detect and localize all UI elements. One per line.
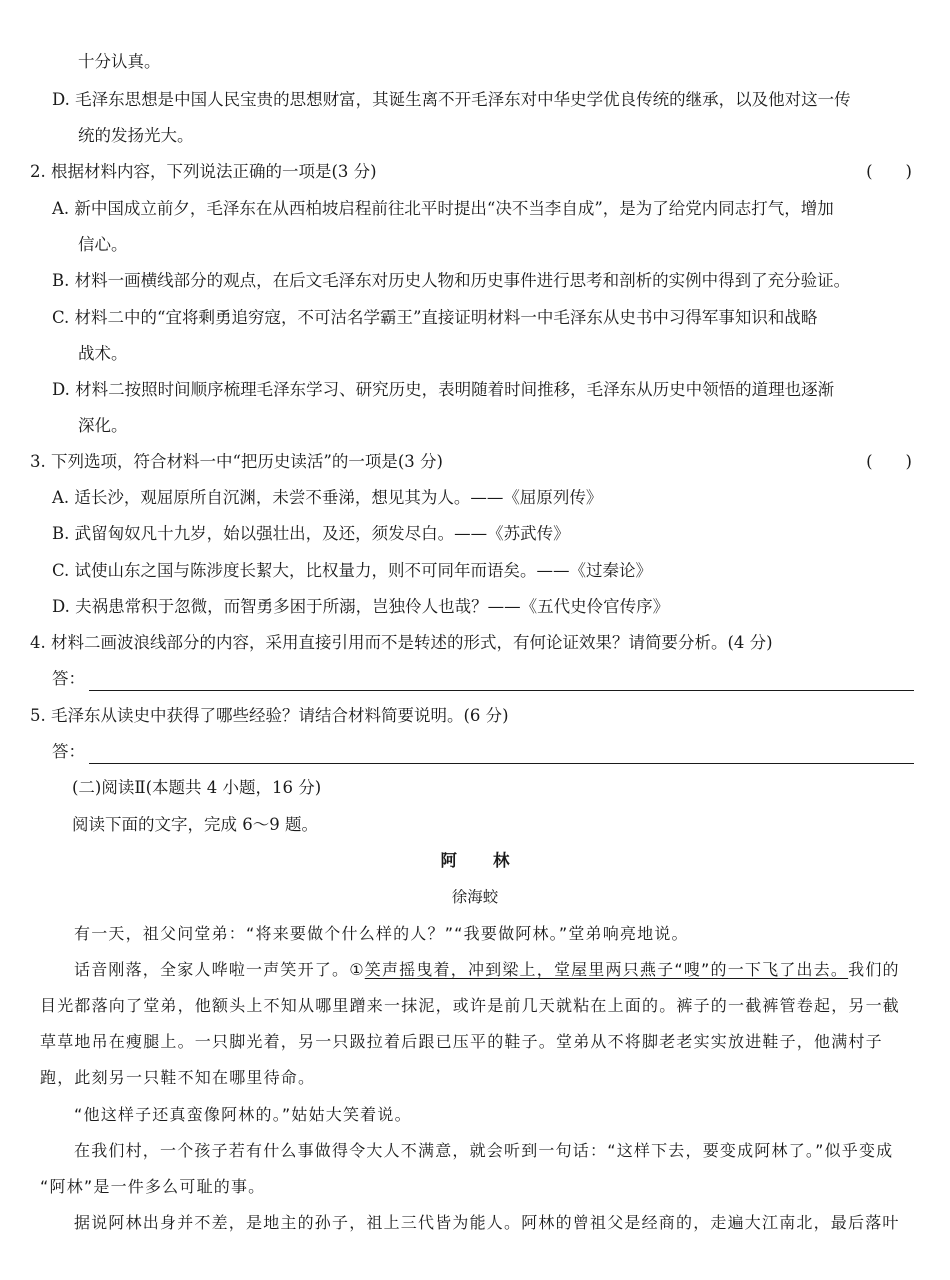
story-paragraph-2-tail: 我们的 bbox=[848, 960, 900, 979]
story-paragraph-5: 据说阿林出身并不差，是地主的孙子，祖上三代皆为能人。阿林的曾祖父是经商的，走遍大江南北，最后落叶 bbox=[74, 1213, 900, 1232]
q3-option-a: A. 适长沙，观屈原所自沉渊，未尝不垂涕，想见其为人。——《屈原列传》 bbox=[52, 488, 603, 507]
q4-stem: 4. 材料二画波浪线部分的内容，采用直接引用而不是转述的形式，有何论证效果？请简要分析。(4 分) bbox=[30, 633, 773, 652]
q1-option-c-continuation: 十分认真。 bbox=[78, 52, 161, 71]
q4-answer-label: 答： bbox=[52, 669, 85, 688]
q2-stem: 2. 根据材料内容，下列说法正确的一项是(3 分) bbox=[30, 162, 377, 181]
story-paragraph-4: 在我们村，一个孩子若有什么事做得令大人不满意，就会听到一句话：“这样下去，要变成阿林了。”似乎变成 bbox=[74, 1141, 894, 1160]
q5-answer-label: 答： bbox=[52, 742, 85, 761]
q3-option-c: C. 试使山东之国与陈涉度长絜大，比权量力，则不可同年而语矣。——《过秦论》 bbox=[52, 561, 653, 580]
story-paragraph-3: “他这样子还真蛮像阿林的。”姑姑大笑着说。 bbox=[74, 1105, 412, 1124]
section-instruction: 阅读下面的文字，完成 6～9 题。 bbox=[72, 815, 318, 834]
q5-answer-row[interactable] bbox=[52, 740, 914, 764]
q2-option-d-continuation: 深化。 bbox=[78, 416, 128, 435]
q1-option-d: D. 毛泽东思想是中国人民宝贵的思想财富，其诞生离不开毛泽东对中华史学优良传统的继承，以及他对这一传 bbox=[52, 90, 851, 109]
q3-option-d: D. 夫祸患常积于忽微，而智勇多困于所溺，岂独伶人也哉？——《五代史伶官传序》 bbox=[52, 597, 670, 616]
q2-option-a: A. 新中国成立前夕，毛泽东在从西柏坡启程前往北平时提出“决不当李自成”，是为了给党内同志打气，增加 bbox=[52, 199, 834, 218]
q3-stem: 3. 下列选项，符合材料一中“把历史读活”的一项是(3 分) bbox=[30, 452, 443, 471]
story-paragraph-2-line-3: 草草地吊在瘦腿上。一只脚光着，另一只趿拉着后跟已压平的鞋子。堂弟从不将脚老老实实放进鞋子，他满村子 bbox=[40, 1032, 883, 1051]
story-paragraph-4-line-2: “阿林”是一件多么可耻的事。 bbox=[40, 1177, 266, 1196]
story-author: 徐海蛟 bbox=[451, 888, 499, 906]
story-paragraph-2 bbox=[74, 958, 900, 982]
story-paragraph-2-line-2: 目光都落向了堂弟，他额头上不知从哪里蹭来一抹泥，或许是前几天就粘在上面的。裤子的一截裤管卷起，另一截 bbox=[40, 996, 901, 1015]
q2-answer-bracket[interactable]: ( ) bbox=[866, 162, 912, 181]
section-heading: (二)阅读Ⅱ(本题共 4 小题，16 分) bbox=[72, 778, 322, 797]
q2-option-b: B. 材料一画横线部分的观点，在后文毛泽东对历史人物和历史事件进行思考和剖析的实例中得到了充分验证。 bbox=[52, 271, 851, 290]
q4-answer-line[interactable] bbox=[89, 670, 914, 691]
q2-option-c: C. 材料二中的“宜将剩勇追穷寇，不可沽名学霸王”直接证明材料一中毛泽东从史书中习得军事知识和战略 bbox=[52, 308, 818, 327]
q2-option-d: D. 材料二按照时间顺序梳理毛泽东学习、研究历史，表明随着时间推移，毛泽东从历史中领悟的道理也逐渐 bbox=[52, 380, 835, 399]
story-paragraph-2-lead: 话音刚落，全家人哗啦一声笑开了。① bbox=[74, 960, 365, 979]
q2-option-a-continuation: 信心。 bbox=[78, 235, 128, 254]
q2-option-c-continuation: 战术。 bbox=[78, 344, 128, 363]
story-paragraph-1: 有一天，祖父问堂弟：“将来要做个什么样的人？”“我要做阿林。”堂弟响亮地说。 bbox=[74, 924, 689, 943]
q1-option-d-continuation: 统的发扬光大。 bbox=[78, 126, 194, 145]
q5-answer-line[interactable] bbox=[89, 743, 914, 764]
story-title: 阿林 bbox=[440, 851, 546, 870]
story-underlined-sentence: 笑声摇曳着，冲到梁上，堂屋里两只燕子“嗖”的一下飞了出去。 bbox=[364, 960, 849, 979]
q4-answer-row[interactable] bbox=[52, 667, 914, 691]
q5-stem: 5. 毛泽东从读史中获得了哪些经验？请结合材料简要说明。(6 分) bbox=[30, 706, 509, 725]
q3-option-b: B. 武留匈奴凡十九岁，始以强壮出，及还，须发尽白。——《苏武传》 bbox=[52, 524, 570, 543]
story-paragraph-2-line-4: 跑，此刻另一只鞋不知在哪里待命。 bbox=[40, 1068, 316, 1087]
q3-answer-bracket[interactable]: ( ) bbox=[866, 452, 912, 471]
